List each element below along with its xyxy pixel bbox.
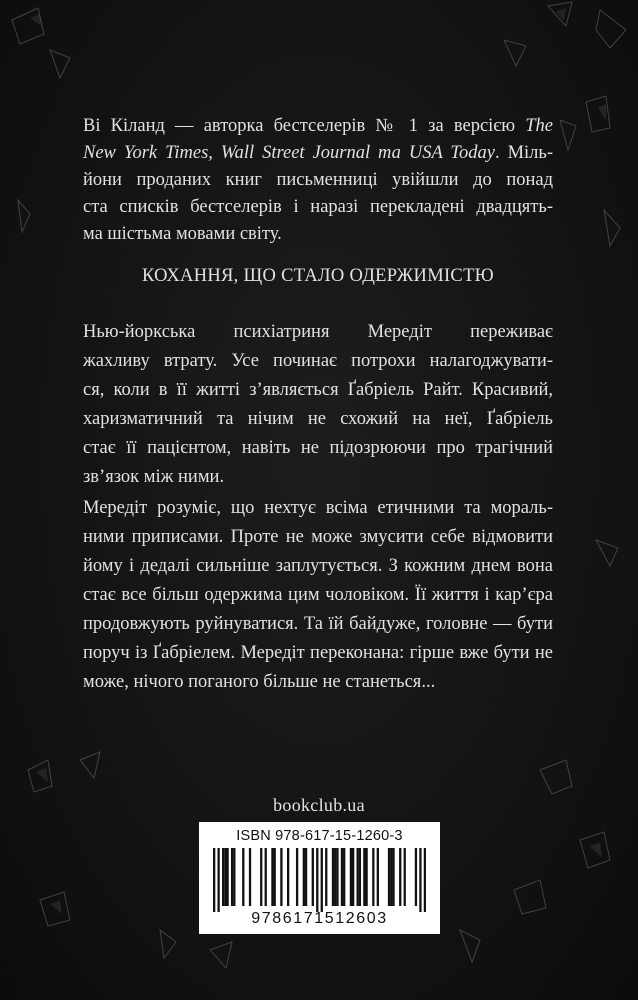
- barcode-bar: [287, 848, 289, 906]
- bio-publication-name: The: [525, 116, 553, 136]
- barcode-bar: [274, 848, 276, 906]
- barcode-bar: [365, 848, 367, 906]
- barcode-bar: [415, 848, 417, 906]
- barcode-bar: [260, 848, 262, 906]
- bio-publications: New York Times, Wall Street Journal та USA Today: [83, 143, 495, 163]
- bio-line4: ста списків бестселерів і наразі перекладені двадцять-: [83, 197, 553, 217]
- desc1-line: зв’язок між ними.: [83, 467, 225, 487]
- barcode-bar: [321, 848, 323, 912]
- barcode-bar: [226, 848, 228, 906]
- barcode-bar: [296, 848, 298, 906]
- tagline-heading: КОХАННЯ, ЩО СТАЛО ОДЕРЖИМІСТЮ: [142, 266, 494, 286]
- desc1-line: харизматичний та нічим не схожий на неї, Ґабріель: [83, 409, 553, 429]
- barcode-bar: [303, 848, 305, 906]
- barcode-bars: [213, 848, 426, 912]
- barcode-bar: [350, 848, 352, 906]
- barcode-bar: [233, 848, 235, 906]
- barcode-bar: [341, 848, 343, 906]
- publisher-website: bookclub.ua: [273, 795, 365, 815]
- barcode-bar: [332, 848, 334, 906]
- barcode-bar: [334, 848, 336, 906]
- barcode-bar: [363, 848, 365, 906]
- description-paragraph-2: [83, 495, 553, 696]
- desc1-line: ся, коли в її житті з’являється Ґабріель Райт. Красивий,: [83, 380, 553, 400]
- barcode-bar: [213, 848, 215, 912]
- bio-line3: йони проданих книг письменниці увійшли до понад: [83, 170, 553, 190]
- barcode-bar: [388, 848, 390, 906]
- barcode-bar: [359, 848, 361, 906]
- barcode-bar: [325, 848, 327, 906]
- barcode-label: [199, 822, 440, 934]
- barcode-bar: [271, 848, 273, 906]
- barcode-bar: [305, 848, 307, 906]
- author-bio: [83, 113, 553, 248]
- barcode-bar: [343, 848, 345, 906]
- barcode-bar: [399, 848, 401, 906]
- barcode-digits: 9786171512603: [251, 910, 388, 927]
- barcode-bar: [224, 848, 226, 906]
- barcode-bar: [392, 848, 394, 906]
- desc1-line: жахливу втрату. Усе починає потрохи налагоджувати-: [83, 351, 553, 371]
- barcode-bar: [352, 848, 354, 906]
- desc2-line: стає все більш одержима цим чоловіком. Її життя і кар’єра: [83, 585, 553, 605]
- bio-line1: Ві Кіланд — авторка бестселерів № 1 за версією: [83, 116, 526, 136]
- desc2-line: Мередіт розуміє, що нехтує всіма етичними та мораль-: [83, 498, 553, 518]
- desc2-line: поруч із Ґабріелем. Мередіт переконана: гірше вже бути не: [83, 643, 553, 663]
- barcode-bar: [312, 848, 314, 906]
- barcode-bar: [217, 848, 219, 912]
- barcode-bar: [222, 848, 224, 906]
- barcode-bar: [265, 848, 267, 906]
- barcode-bar: [390, 848, 392, 906]
- desc2-line: ними приписами. Проте не може змусити себе відмовити: [83, 527, 553, 547]
- barcode-bar: [242, 848, 244, 906]
- barcode-bar: [231, 848, 233, 906]
- barcode-bar: [404, 848, 406, 906]
- desc2-line: може, нічого поганого більше не станеться...: [83, 672, 436, 692]
- desc1-line: стає її пацієнтом, навіть не підозрюючи про трагічний: [83, 438, 553, 458]
- bio-line5: ма шістьма мовами світу.: [83, 224, 282, 244]
- desc2-line: йому і дедалі сильніше заплутується. З кожним днем вона: [83, 556, 553, 576]
- barcode-bar: [419, 848, 421, 912]
- barcode-bar: [336, 848, 338, 906]
- book-description: [83, 319, 553, 696]
- isbn-text: ISBN 978-617-15-1260-3: [236, 828, 403, 844]
- barcode-bar: [280, 848, 282, 906]
- desc1-line: Нью-йоркська психіатриня Мередіт переживає: [83, 322, 553, 342]
- barcode-bar: [372, 848, 374, 906]
- barcode-bar: [316, 848, 318, 912]
- barcode-bar: [377, 848, 379, 906]
- barcode-bar: [356, 848, 358, 906]
- description-paragraph-1: [83, 319, 553, 491]
- bio-line2-tail: . Міль-: [494, 143, 554, 163]
- barcode-bar: [249, 848, 251, 906]
- barcode-bar: [424, 848, 426, 912]
- desc2-line: продовжують руйнуватися. Та їй байдуже, головне — бути: [83, 614, 553, 634]
